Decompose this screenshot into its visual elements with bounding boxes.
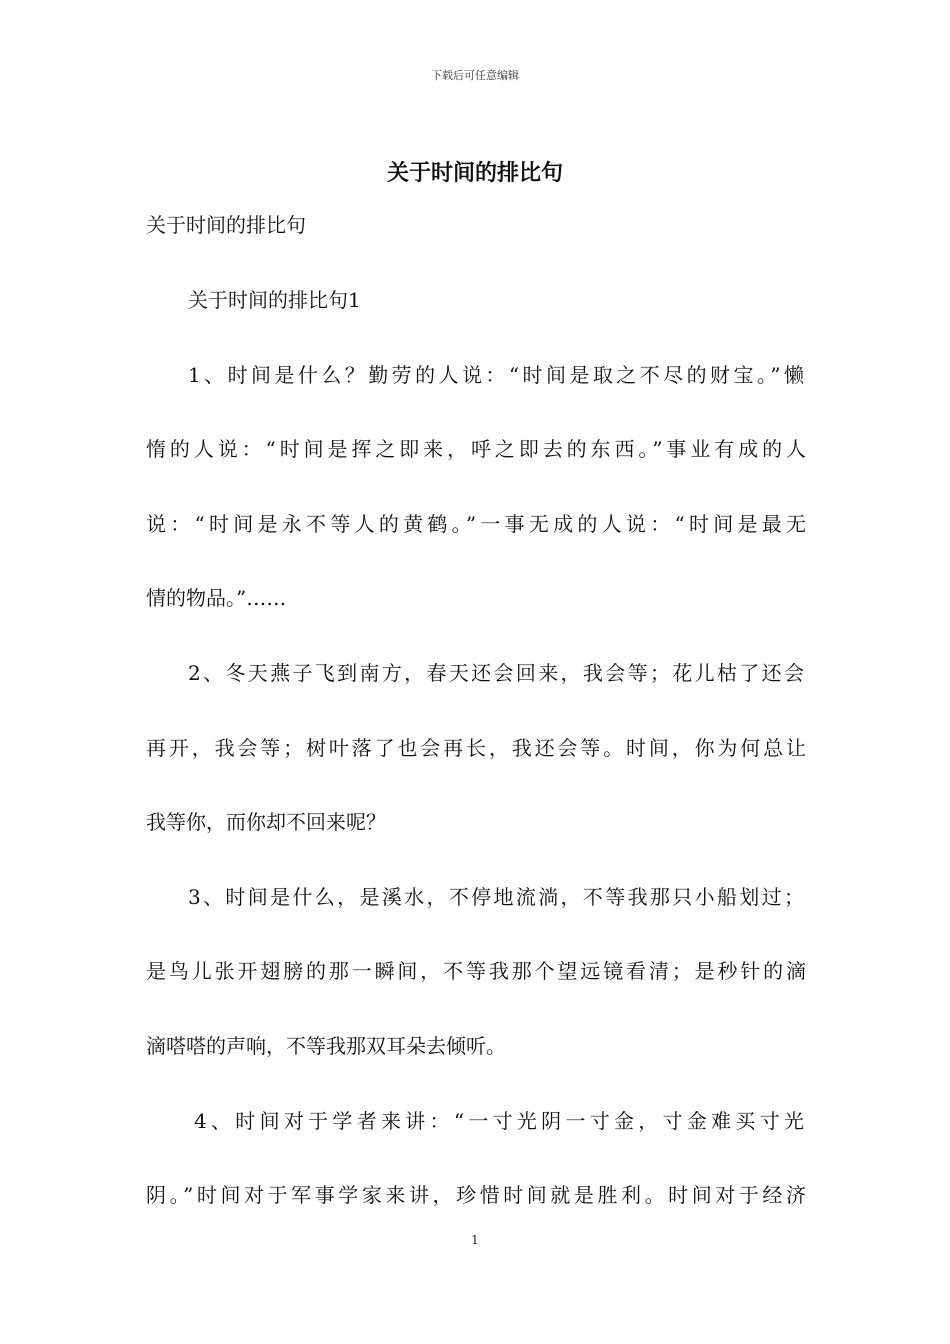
- paragraph-line: 2、冬天燕子飞到南方，春天还会回来，我会等；花儿枯了还会: [188, 661, 804, 685]
- paragraph-line: 我等你，而你却不回来呢？: [146, 810, 386, 834]
- paragraph-line: 4、时间对于学者来讲：“一寸光阴一寸金，寸金难买寸光: [194, 1109, 804, 1133]
- paragraph-line: 3、时间是什么，是溪水，不停地流淌，不等我那只小船划过；: [188, 885, 804, 909]
- document-title: 关于时间的排比句: [386, 161, 563, 186]
- paragraph-line: 滴嗒嗒的声响，不等我那双耳朵去倾听。: [146, 1034, 506, 1058]
- section-heading: 关于时间的排比句1: [188, 288, 361, 312]
- paragraph-line: 再开，我会等；树叶落了也会再长，我还会等。时间，你为何总让: [146, 736, 806, 760]
- paragraph-line: 惰的人说：“时间是挥之即来，呼之即去的东西。”事业有成的人: [146, 437, 806, 461]
- subtitle-line: 关于时间的排比句: [146, 213, 306, 237]
- paragraph-line: 阴。”时间对于军事学家来讲，珍惜时间就是胜利。时间对于经济: [146, 1183, 806, 1207]
- page-header: 下载后可任意编辑: [431, 69, 519, 82]
- paragraph-line: 说：“时间是永不等人的黄鹤。”一事无成的人说：“时间是最无: [146, 512, 806, 536]
- paragraph-line: 1、时间是什么？勤劳的人说：“时间是取之不尽的财宝。”懒: [188, 363, 804, 387]
- paragraph-line: 情的物品。”……: [146, 586, 287, 610]
- page-number: 1: [471, 1233, 479, 1247]
- paragraph-line: 是鸟儿张开翅膀的那一瞬间，不等我那个望远镜看清；是秒针的滴: [146, 959, 806, 983]
